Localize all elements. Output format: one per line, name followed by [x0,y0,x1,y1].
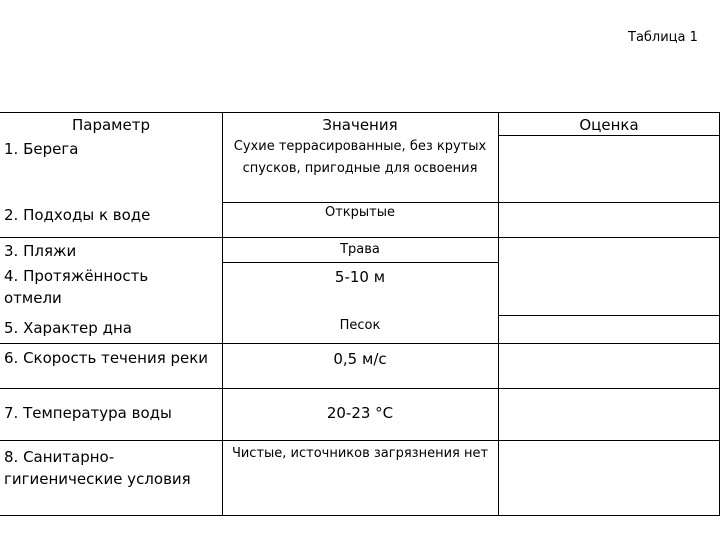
param-cell: 3. Пляжи [4,242,77,260]
row-divider [0,237,720,238]
table-caption: Таблица 1 [628,30,698,45]
value-cell: 20-23 °С [326,404,394,422]
param-cell: 1. Берега [4,140,79,158]
param-cell: 7. Температура воды [4,404,172,422]
value-cell: Сухие террасированные, без крутых спусков, пригодные для освоения [233,139,487,176]
column-divider [498,112,499,516]
table-border-bottom [0,515,720,516]
header-parameter: Параметр [72,116,150,134]
row-divider [498,315,720,316]
value-cell: Трава [340,242,380,257]
param-cell: 4. Протяжённость отмели [4,267,149,307]
value-cell: Чистые, источников загрязнения нет [231,446,489,461]
table-border-top [0,112,720,113]
param-cell: 5. Характер дна [4,319,132,337]
value-cell: Открытые [324,205,395,220]
row-divider [0,343,720,344]
header-score: Оценка [579,116,639,134]
param-cell: 2. Подходы к воде [4,206,151,224]
value-cell: 5-10 м [334,268,386,286]
value-cell: 0,5 м/с [333,350,387,368]
row-divider [0,388,720,389]
row-divider [0,440,720,441]
param-cell: 8. Санитарно-гигиенические условия [4,448,191,488]
value-cell: Песок [339,318,381,333]
column-divider [222,112,223,516]
param-cell: 6. Скорость течения реки [4,349,209,367]
row-divider [222,262,498,263]
header-values: Значения [322,116,398,134]
